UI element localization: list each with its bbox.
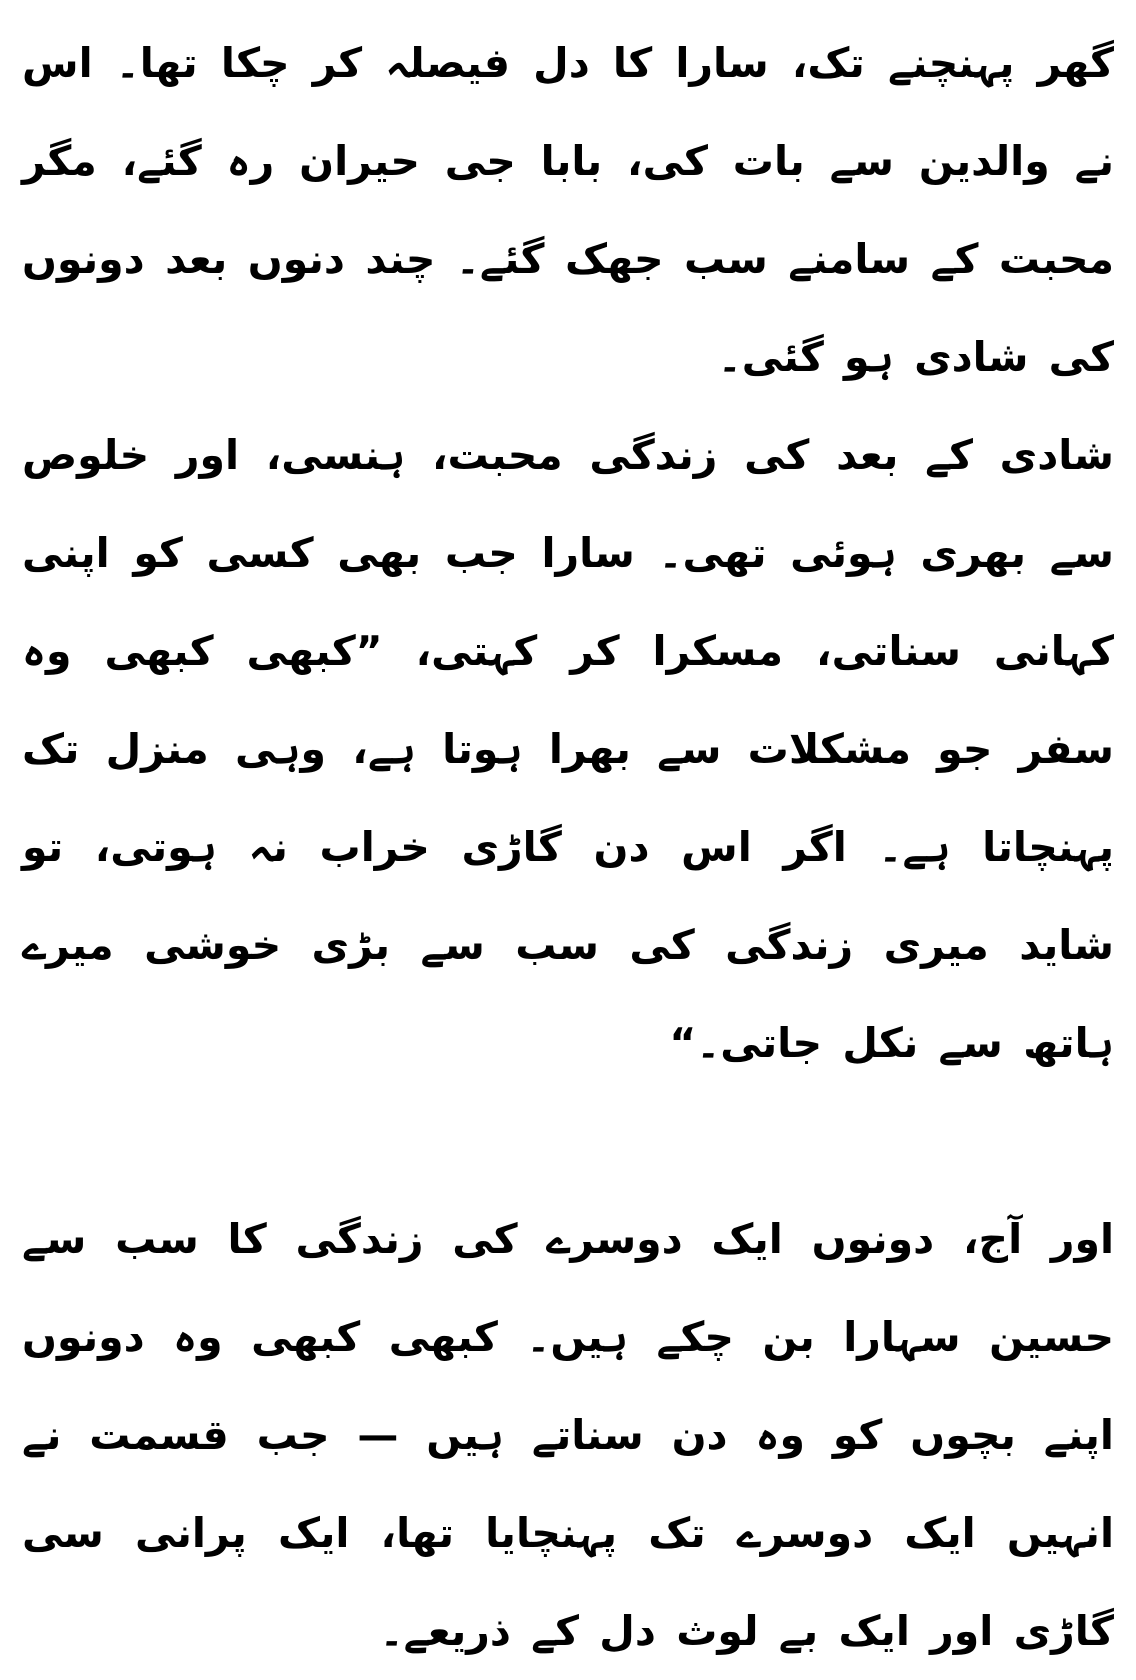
paragraph-wedding-decision: گھر پہنچنے تک، سارا کا دل فیصلہ کر چکا تھا۔ اس نے والدین سے بات کی، بابا جی حیران رہ گئے، مگر محبت کے سامنے سب جھک گئے۔ چند دنوں بعد دونوں کی شادی ہو گئی۔ <box>22 39 1114 381</box>
paragraph-today: اور آج، دونوں ایک دوسرے کی زندگی کا سب سے حسین سہارا بن چکے ہیں۔ کبھی کبھی وہ دونوں اپنے بچوں کو وہ دن سناتے ہیں — جب قسمت نے انہیں ایک دوسرے تک پہنچایا تھا، ایک پرانی سی گاڑی اور ایک بے لوث دل کے ذریعے۔ <box>22 1215 1114 1655</box>
paragraph-married-life: شادی کے بعد کی زندگی محبت، ہنسی، اور خلوص سے بھری ہوئی تھی۔ سارا جب بھی کسی کو اپنی کہانی سناتی، مسکرا کر کہتی، ”کبھی کبھی وہ سفر جو مشکلات سے بھرا ہوتا ہے، وہی منزل تک پہنچاتا ہے۔ اگر اس دن گاڑی خراب نہ ہوتی، تو شاید میری زندگی کی سب سے بڑی خوشی میرے ہاتھ سے نکل جاتی۔“ <box>22 431 1114 1067</box>
paragraph-gap <box>22 1092 1114 1190</box>
